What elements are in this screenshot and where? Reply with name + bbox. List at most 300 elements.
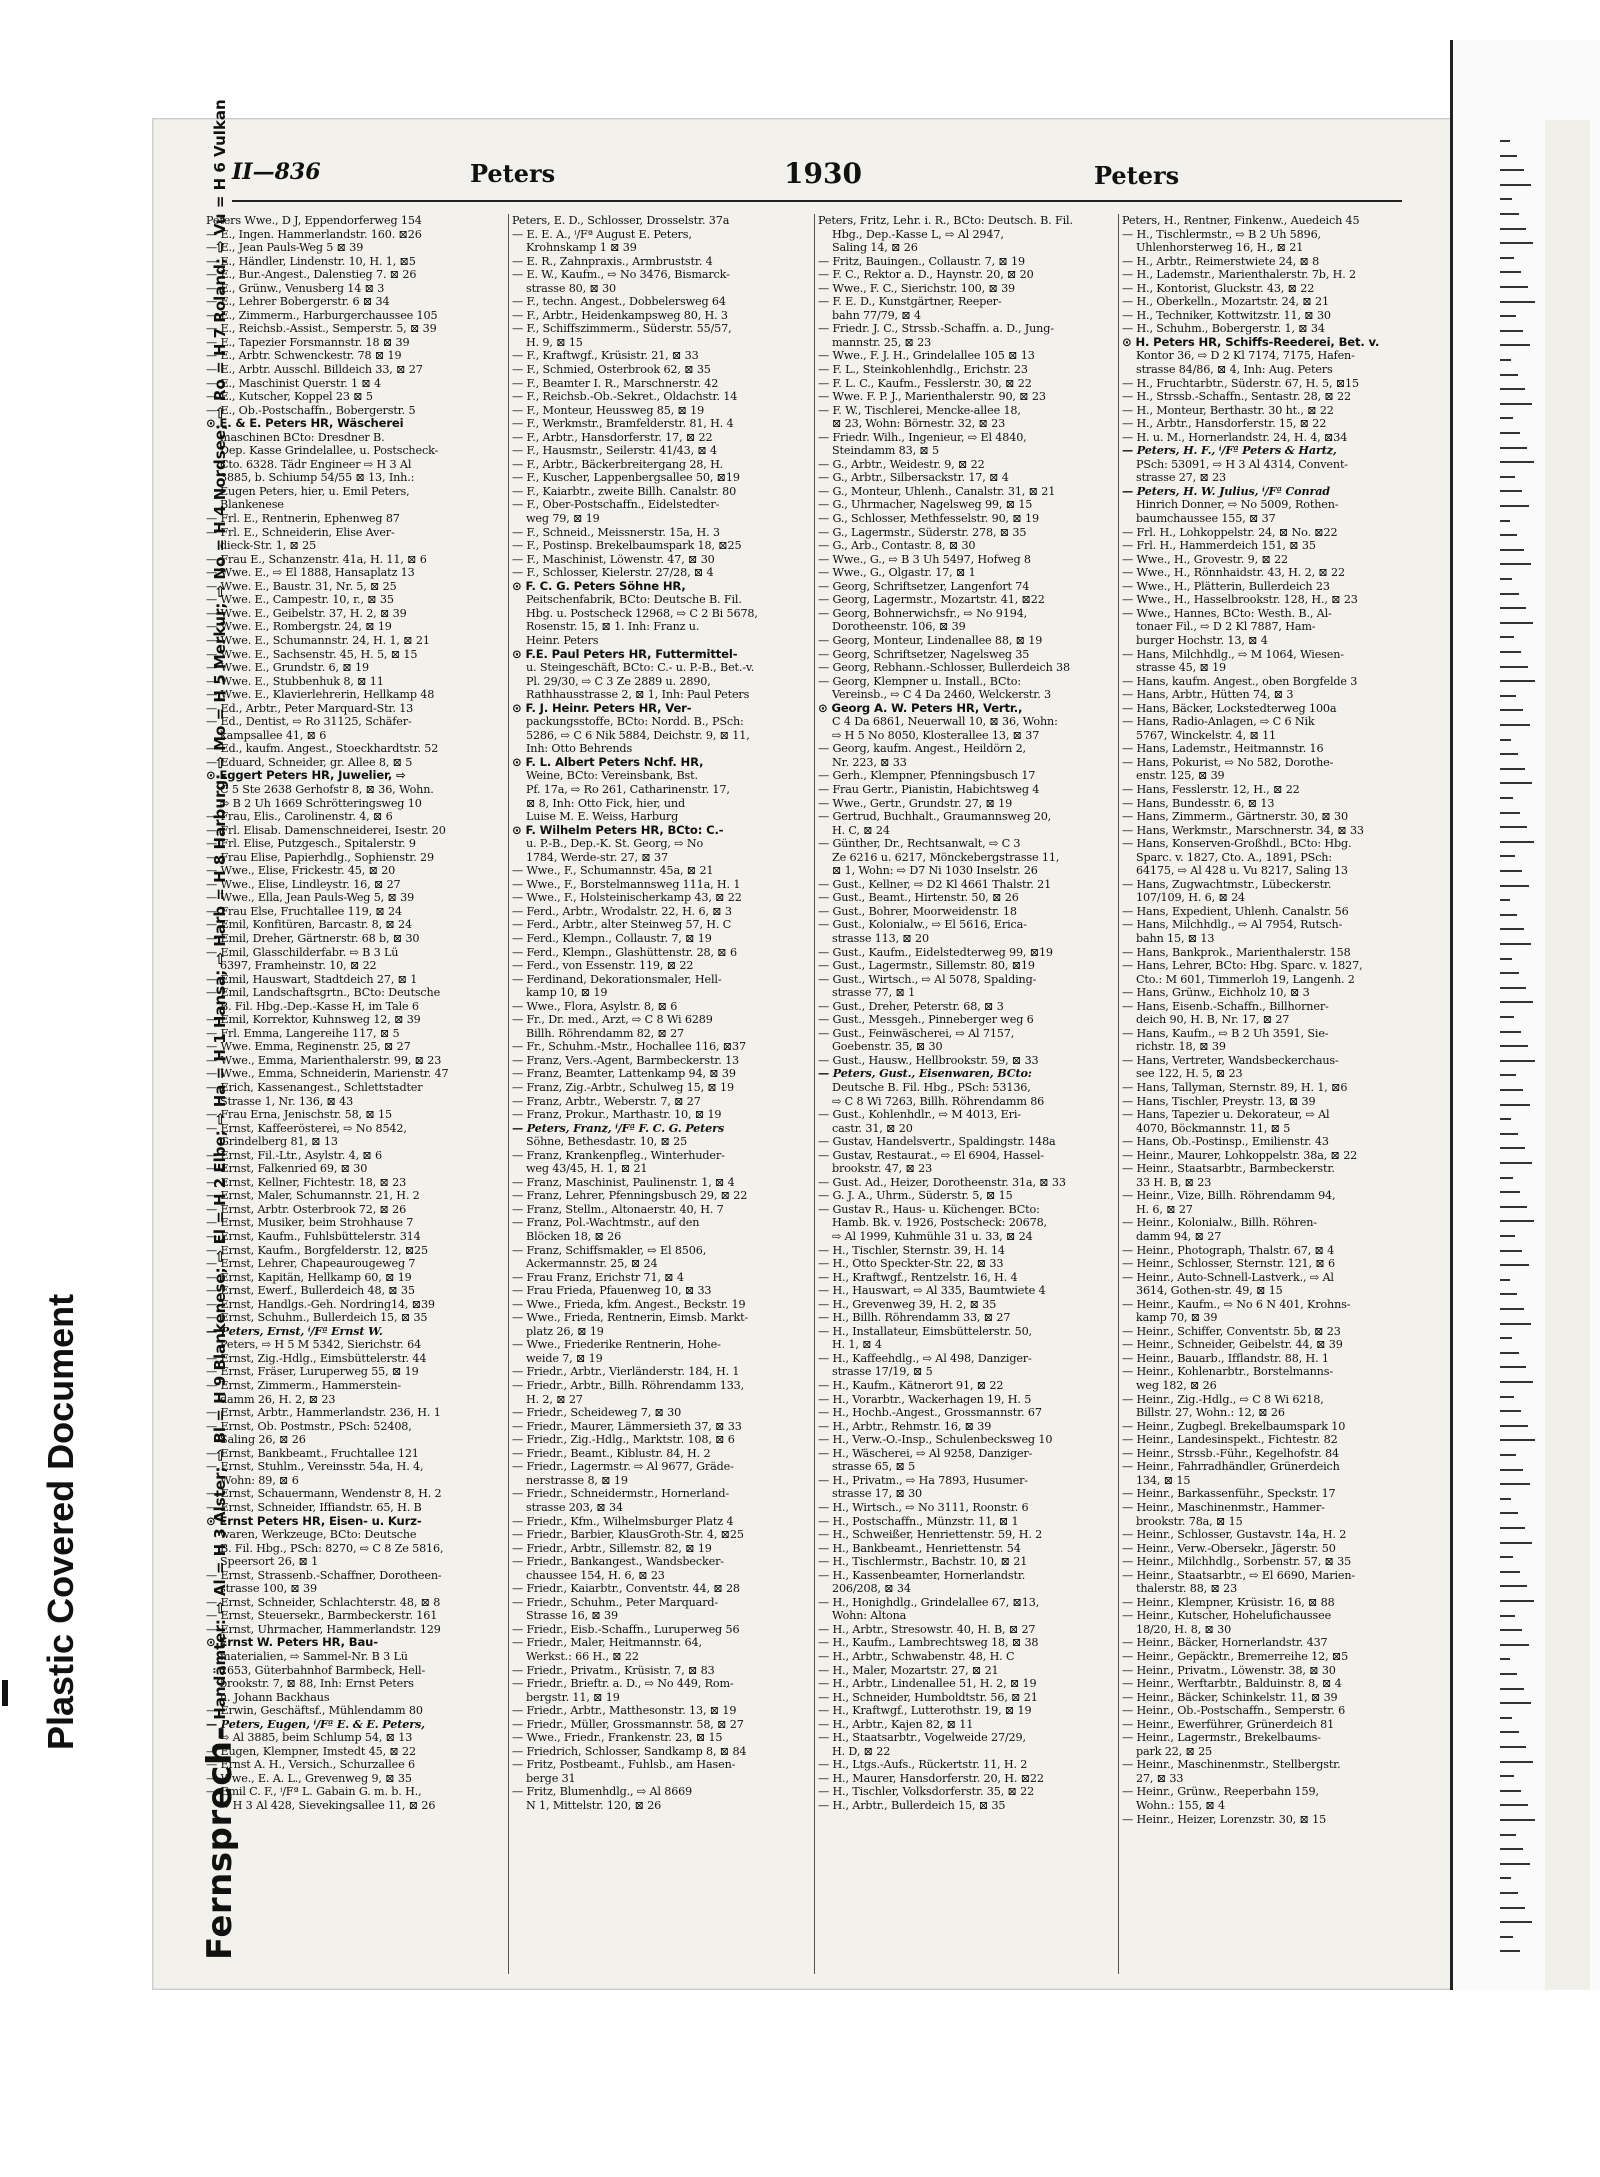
page-header — [232, 155, 1412, 195]
directory-entry-line: — H., Tischlermstr., Bachstr. 10, ⊠ 21 — [818, 1555, 1028, 1569]
directory-entry-line: — Wwe., Friedr., Frankenstr. 23, ⊠ 15 — [512, 1731, 723, 1745]
directory-entry-line: — Hans, Vertreter, Wandsbeckerchaus- — [1122, 1053, 1339, 1067]
directory-entry-line: Cto.: M 601, Timmerloh 19, Langenh. 2 — [1136, 972, 1355, 986]
directory-entry-line: — Ferd., von Essenstr. 119, ⊠ 22 — [512, 959, 694, 973]
directory-entry-line: — H., Arbtr., Kajen 82, ⊠ 11 — [818, 1717, 974, 1731]
adjacent-page-line — [1500, 1293, 1517, 1295]
directory-entry-line: H. D, ⊠ 22 — [832, 1744, 891, 1758]
directory-entry-line: Vereinsb., ⇨ C 4 Da 2460, Welckerstr. 3 — [832, 688, 1052, 702]
directory-entry-line: chaussee 154, H. 6, ⊠ 23 — [526, 1568, 665, 1582]
directory-entry-line: Hamb. Bk. v. 1926, Postscheck: 20678, — [832, 1216, 1047, 1230]
directory-entry-line: Cto. 6328. Tädr Engineer ⇨ H 3 Al — [220, 457, 412, 471]
directory-entry-line: ⇨ B 2 Uh 1669 Schrötteringsweg 10 — [220, 796, 422, 810]
adjacent-page-line — [1500, 607, 1526, 609]
directory-entry-line: — Hans, Ob.-Postinsp., Emilienstr. 43 — [1122, 1135, 1329, 1149]
directory-entry-line: — H., Arbtr., Bullerdeich 15, ⊠ 35 — [818, 1798, 1006, 1812]
adjacent-page-line — [1500, 1104, 1530, 1106]
directory-entry-line: Wohn: Altona — [832, 1609, 907, 1623]
directory-entry-line: Peters, H., Rentner, Finkenw., Auedeich 45 — [1122, 214, 1360, 227]
directory-entry-line: — H., Maurer, Hansdorferstr. 20, H. ⊠22 — [818, 1771, 1044, 1785]
strip-title: Fernsprech- — [200, 1725, 240, 1960]
directory-entry-line: — Wwe. E., Rombergstr. 24, ⊠ 19 — [206, 620, 392, 634]
directory-entry-line: H. C, ⊠ 24 — [832, 823, 890, 837]
directory-entry-line: ⊙ Eggert Peters HR, Juwelier, ⇨ — [206, 769, 406, 783]
directory-entry-line: strasse 17/19, ⊠ 5 — [832, 1365, 933, 1379]
adjacent-page-line — [1500, 1950, 1520, 1952]
column-divider — [814, 214, 815, 1974]
directory-entry-line: Saling 14, ⊠ 26 — [832, 241, 918, 255]
directory-entry-line: — G., Arb., Contastr. 8, ⊠ 30 — [818, 539, 976, 553]
directory-entry-line: — F., Schmied, Osterbrook 62, ⊠ 35 — [512, 363, 711, 377]
adjacent-page-line — [1500, 257, 1514, 259]
directory-entry-line: — E., Grünw., Venusberg 14 ⊠ 3 — [206, 281, 385, 295]
directory-entry-line: Söhne, Bethesdastr. 10, ⊠ 25 — [526, 1135, 688, 1149]
directory-entry-line: Uhlenhorsterweg 16, H., ⊠ 21 — [1136, 241, 1304, 255]
directory-entry-line: — Wwe. F. P. J., Marienthalerstr. 90, ⊠ 23 — [818, 390, 1046, 404]
directory-entry-line: — Hans, Expedient, Uhlenh. Canalstr. 56 — [1122, 904, 1349, 918]
directory-entry-line: — Friedr., Brieftr. a. D., ⇨ No 449, Rom- — [512, 1677, 734, 1691]
directory-entry-line: brookstr. 7, ⊠ 88, Inh: Ernst Peters — [220, 1677, 414, 1691]
directory-entry-line: — F., Kraftwgf., Krüsistr. 21, ⊠ 33 — [512, 349, 699, 363]
directory-entry-line: u. Johann Backhaus — [220, 1690, 330, 1704]
directory-entry-line: — F. W., Tischlerei, Mencke-allee 18, — [818, 403, 1021, 417]
directory-entry-line: — Heinr., Milchhdlg., Sorbenstr. 57, ⊠ 35 — [1122, 1555, 1352, 1569]
directory-entry-line: ⊙ F. Wilhelm Peters HR, BCto: C.- — [512, 823, 724, 837]
directory-entry-line: bahn 77/79, ⊠ 4 — [832, 308, 921, 322]
directory-entry-line: — H., Grevenweg 39, H. 2, ⊠ 35 — [818, 1297, 997, 1311]
adjacent-page-line — [1500, 1206, 1527, 1208]
adjacent-page-line — [1500, 724, 1530, 726]
directory-entry-line: B. Fil. Hbg., PSch: 8270, ⇨ C 8 Ze 5816, — [220, 1541, 444, 1555]
directory-entry-line: — Friedr. J. C., Strssb.-Schaffn. a. D., Jung- — [818, 322, 1054, 336]
adjacent-page-line — [1500, 870, 1522, 872]
plastic-covered-label: Plastic Covered Document — [40, 1293, 81, 1750]
adjacent-page-line — [1500, 1892, 1518, 1894]
adjacent-page-line — [1500, 666, 1528, 668]
adjacent-page-line — [1500, 1074, 1516, 1076]
directory-entry-line: — Heinr., Maurer, Lohkoppelstr. 38a, ⊠ 22 — [1122, 1148, 1358, 1162]
directory-entry-line: — Frau Elise, Papierhdlg., Sophienstr. 29 — [206, 850, 434, 864]
directory-entry-line: 18/20, H. 8, ⊠ 30 — [1136, 1622, 1232, 1636]
directory-entry-line: weg 43/45, H. 1, ⊠ 21 — [526, 1162, 648, 1176]
directory-entry-line: — Ernst, Stuhlm., Vereinsstr. 54a, H. 4, — [206, 1460, 424, 1474]
directory-entry-line: Strasse 1, Nr. 136, ⊠ 43 — [220, 1094, 354, 1108]
directory-entry-line: — E., Tapezier Forsmannstr. 18 ⊠ 39 — [206, 335, 410, 349]
directory-entry-line: — Wwe. E., Grundstr. 6, ⊠ 19 — [206, 661, 369, 675]
directory-entry-line: — Ernst, Lehrer, Chapeaurougeweg 7 — [206, 1257, 416, 1271]
directory-entry-line: — Hans, Milchhdlg., ⇨ M 1064, Wiesen- — [1122, 647, 1344, 661]
directory-entry-line: — Wwe., G., ⇨ B 3 Uh 5497, Hofweg 8 — [818, 552, 1031, 566]
directory-entry-line: — Wwe., Ella, Jean Pauls-Weg 5, ⊠ 39 — [206, 891, 415, 905]
directory-entry-line: — Friedr., Kfm., Wilhelmsburger Platz 4 — [512, 1514, 734, 1528]
directory-entry-line: — Friedr., Müller, Grossmannstr. 58, ⊠ 27 — [512, 1717, 744, 1731]
directory-entry-line: — Peters, Franz, ⁱ/Fª F. C. G. Peters — [512, 1121, 724, 1135]
directory-entry-line: Blöcken 18, ⊠ 26 — [526, 1230, 622, 1244]
directory-entry-line: — Franz, Krankenpfleg., Winterhuder- — [512, 1148, 725, 1162]
directory-entry-line: — H., Arbtr., Reimerstwiete 24, ⊠ 8 — [1122, 254, 1320, 268]
directory-entry-line: — Wwe. E., Geibelstr. 37, H. 2, ⊠ 39 — [206, 606, 407, 620]
directory-entry-line: — F., Ober-Postschaffn., Eidelstedter- — [512, 498, 720, 512]
directory-entry-line: — F., Arbtr., Heidenkampsweg 80, H. 3 — [512, 308, 728, 322]
directory-entry-line: — Wwe. E., Campestr. 10, r., ⊠ 35 — [206, 593, 394, 607]
adjacent-page-line — [1500, 885, 1529, 887]
adjacent-page-line — [1500, 1804, 1528, 1806]
directory-entry-line: — Georg, Monteur, Lindenallee 88, ⊠ 19 — [818, 633, 1043, 647]
adjacent-page-line — [1500, 928, 1524, 930]
adjacent-page-line — [1500, 914, 1517, 916]
adjacent-page-line — [1500, 228, 1526, 230]
directory-entry-line: — H., Billh. Röhrendamm 33, ⊠ 27 — [818, 1311, 1011, 1325]
directory-entry-line: ⊙ F.E. Paul Peters HR, Futtermittel- — [512, 647, 738, 661]
directory-entry-line: — Wwe., G., Olgastr. 17, ⊠ 1 — [818, 566, 976, 580]
directory-entry-line: strasse 113, ⊠ 20 — [832, 931, 929, 945]
directory-entry-line: — Heinr., Maschinenmstr., Stellbergstr. — [1122, 1758, 1341, 1772]
directory-entry-line: ⊠ 8, Inh: Otto Fick, hier, und — [526, 796, 685, 810]
directory-entry-line: enstr. 125, ⊠ 39 — [1136, 769, 1225, 783]
adjacent-page-line — [1500, 593, 1519, 595]
directory-entry-line: — Frl. E., Rentnerin, Ephenweg 87 — [206, 512, 400, 526]
directory-entry-line: — H., Monteur, Berthastr. 30 ht., ⊠ 22 — [1122, 403, 1334, 417]
directory-entry-line: Peters, Fritz, Lehr. i. R., BCto: Deutsch. B. Fil. — [818, 214, 1073, 227]
directory-entry-line: — Heinr., Bäcker, Hornerlandstr. 437 — [1122, 1636, 1328, 1650]
directory-entry-line: strasse 17, ⊠ 30 — [832, 1487, 923, 1501]
adjacent-page-line — [1500, 1761, 1533, 1763]
adjacent-page-line — [1500, 1264, 1529, 1266]
directory-entry-line: — E., Arbtr. Schwenckestr. 78 ⊠ 19 — [206, 349, 402, 363]
directory-entry-line: — H., Maler, Mozartstr. 27, ⊠ 21 — [818, 1663, 999, 1677]
directory-entry-line: strasse 45, ⊠ 19 — [1136, 661, 1227, 675]
directory-entry-line: platz 26, ⊠ 19 — [526, 1324, 604, 1338]
adjacent-page-line — [1500, 739, 1511, 741]
directory-entry-line: — Frl. Emma, Langereihe 117, ⊠ 5 — [206, 1026, 400, 1040]
directory-entry-line: — H., Wäscherei, ⇨ Al 9258, Danziger- — [818, 1446, 1033, 1460]
directory-entry-line: — Friedr., Barbier, KlausGroth-Str. 4, ⊠25 — [512, 1528, 744, 1542]
directory-entry-line: — Fritz, Blumenhdlg., ⇨ Al 8669 — [512, 1785, 693, 1799]
directory-entry-line: 6397, Framheinstr. 10, ⊠ 22 — [220, 959, 377, 973]
directory-entry-line: mannstr. 25, ⊠ 23 — [832, 335, 932, 349]
directory-entry-line: C 5 Ste 2638 Gerhofstr 8, ⊠ 36, Wohn. — [220, 782, 434, 796]
directory-entry-line: — Ernst, Kapitän, Hellkamp 60, ⊠ 19 — [206, 1270, 412, 1284]
directory-entry-line: — Ernst, Maler, Schumannstr. 21, H. 2 — [206, 1189, 420, 1203]
adjacent-page-line — [1500, 622, 1533, 624]
directory-entry-line: — Hans, Milchhdlg., ⇨ Al 7954, Rutsch- — [1122, 918, 1343, 932]
directory-entry-line: ⇨ H 5 No 8050, Klosterallee 13, ⊠ 37 — [832, 728, 1040, 742]
directory-entry-line: B. Fil. Hbg.-Dep.-Kasse H, im Tale 6 — [220, 999, 419, 1013]
directory-entry-line: — Friedr., Zig.-Hdlg., Marktstr. 108, ⊠ 6 — [512, 1433, 735, 1447]
directory-entry-line: — Heinr., Staatsarbtr., ⇨ El 6690, Marien- — [1122, 1568, 1356, 1582]
directory-entry-line: u. Steingeschäft, BCto: C.- u. P.-B., Bet.-v. — [526, 661, 755, 675]
adjacent-page-line — [1500, 1454, 1516, 1456]
directory-entry-line: — Ernst, Schuhm., Bullerdeich 15, ⊠ 35 — [206, 1311, 428, 1325]
directory-entry-line: — Gust., Lagermstr., Sillemstr. 80, ⊠19 — [818, 959, 1035, 973]
adjacent-page-line — [1500, 1658, 1510, 1660]
directory-entry-line: — Frl. Elisab. Damenschneiderei, Isestr. 20 — [206, 823, 446, 837]
directory-entry-line: — Friedrich, Schlosser, Sandkamp 8, ⊠ 84 — [512, 1744, 747, 1758]
adjacent-page-line — [1500, 1352, 1519, 1354]
directory-entry-line: — E. W., Kaufm., ⇨ No 3476, Bismarck- — [512, 268, 730, 282]
adjacent-page-line — [1500, 520, 1510, 522]
adjacent-page-line — [1500, 841, 1534, 843]
directory-entry-line: — F., techn. Angest., Dobbelersweg 64 — [512, 295, 726, 309]
directory-entry-line: 3614, Gothen-str. 49, ⊠ 15 — [1136, 1284, 1283, 1298]
directory-entry-line: — E., Lehrer Bobergerstr. 6 ⊠ 34 — [206, 295, 390, 309]
adjacent-page-line — [1500, 1016, 1514, 1018]
directory-entry-line: strasse 84/86, ⊠ 4, Inh: Aug. Peters — [1136, 363, 1333, 377]
adjacent-page-line — [1500, 1483, 1530, 1485]
directory-entry-line: — Emil, Dreher, Gärtnerstr. 68 b, ⊠ 30 — [206, 931, 420, 945]
directory-entry-line: see 122, H. 5, ⊠ 23 — [1136, 1067, 1243, 1081]
directory-entry-line: Strasse 16, ⊠ 39 — [526, 1609, 618, 1623]
adjacent-page-line — [1500, 271, 1521, 273]
directory-entry-line: — Hans, Pokurist, ⇨ No 582, Dorothe- — [1122, 755, 1334, 769]
directory-entry-line: — Wwe., F., Borstelmannsweg 111a, H. 1 — [512, 877, 741, 891]
directory-entry-line: — Gust., Kellner, ⇨ D2 Kl 4661 Thalstr. 21 — [818, 877, 1052, 891]
adjacent-page-line — [1500, 899, 1510, 901]
directory-entry-line: 206/208, ⊠ 34 — [832, 1582, 911, 1596]
adjacent-page-line — [1500, 1907, 1525, 1909]
directory-entry-line: damm 26, H. 2, ⊠ 23 — [220, 1392, 336, 1406]
directory-entry-line: — H., Oberkelln., Mozartstr. 24, ⊠ 21 — [1122, 295, 1329, 309]
adjacent-page-line — [1500, 1133, 1518, 1135]
directory-entry-line: Inh: Otto Behrends — [526, 742, 633, 756]
adjacent-page-line — [1500, 651, 1521, 653]
adjacent-page-line — [1500, 987, 1526, 989]
adjacent-page-line — [1500, 1220, 1534, 1222]
directory-entry-line: — G., Monteur, Uhlenh., Canalstr. 31, ⊠ 21 — [818, 484, 1056, 498]
directory-entry-line: — Franz, Schiffsmakler, ⇨ El 8506, — [512, 1243, 707, 1257]
directory-entry-line: — Friedr., Privatm., Krüsistr. 7, ⊠ 83 — [512, 1663, 715, 1677]
directory-entry-line: Rathhausstrasse 2, ⊠ 1, Inh: Paul Peters — [526, 688, 750, 702]
directory-entry-line: strasse 80, ⊠ 30 — [526, 281, 617, 295]
directory-entry-line: Ze 6216 u. 6217, Mönckebergstrasse 11, — [832, 850, 1060, 864]
directory-entry-line: — F., Arbtr., Bäckerbreitergang 28, H. — [512, 457, 724, 471]
directory-entry-line: Werkst.: 66 H., ⊠ 22 — [526, 1649, 639, 1663]
directory-entry-line: — Wwe., H., Plätterin, Bullerdeich 23 — [1122, 579, 1330, 593]
directory-entry-line: — Hans, Bäcker, Lockstedterweg 100a — [1122, 701, 1337, 715]
directory-entry-line: — Heinr., Barkassenführ., Speckstr. 17 — [1122, 1487, 1336, 1501]
directory-entry-line: Hbg., Dep.-Kasse L, ⇨ Al 2947, — [832, 227, 1004, 241]
directory-column-3 — [818, 214, 1116, 1976]
directory-entry-line: — F. E. D., Kunstgärtner, Reeper- — [818, 295, 1002, 309]
directory-entry-line: — F., Kaiarbtr., zweite Billh. Canalstr. 80 — [512, 484, 737, 498]
adjacent-page-lines — [1500, 140, 1540, 1980]
directory-entry-line: — Heinr., Bäcker, Schinkelstr. 11, ⊠ 39 — [1122, 1690, 1338, 1704]
directory-entry-line: Kontor 36, ⇨ D 2 Kl 7174, 7175, Hafen- — [1136, 349, 1355, 363]
directory-entry-line: ⊙ F. L. Albert Peters Nchf. HR, — [512, 755, 704, 769]
adjacent-page-line — [1500, 1571, 1520, 1573]
adjacent-page-line — [1500, 1600, 1534, 1602]
directory-entry-line: — E. R., Zahnpraxis., Armbruststr. 4 — [512, 254, 713, 268]
directory-entry-line: — Ed., Dentist, ⇨ Ro 31125, Schäfer- — [206, 715, 412, 729]
directory-entry-line: — Friedr., Arbtr., Matthesonstr. 13, ⊠ 19 — [512, 1704, 737, 1718]
directory-entry-line: — F. L. C., Kaufm., Fesslerstr. 30, ⊠ 22 — [818, 376, 1032, 390]
adjacent-page-line — [1500, 1527, 1525, 1529]
directory-entry-line: — H., Kaufm., Kätnerort 91, ⊠ 22 — [818, 1379, 1004, 1393]
adjacent-page-line — [1500, 461, 1534, 463]
directory-entry-line: — Hans, Arbtr., Hütten 74, ⊠ 3 — [1122, 688, 1294, 702]
directory-column-4 — [1122, 214, 1422, 1976]
directory-entry-line: berge 31 — [526, 1771, 576, 1785]
adjacent-page-line — [1500, 768, 1525, 770]
adjacent-page-line — [1500, 315, 1516, 317]
directory-entry-line: strasse 203, ⊠ 34 — [526, 1500, 623, 1514]
directory-entry-line: — Ferd., Klempn., Glashüttenstr. 28, ⊠ 6 — [512, 945, 737, 959]
directory-entry-line: — Ferdinand, Dekorationsmaler, Hell- — [512, 972, 722, 986]
directory-entry-line: — Wwe., F. J. H., Grindelallee 105 ⊠ 13 — [818, 349, 1035, 363]
directory-entry-line: Billstr. 27, Wohn.: 12, ⊠ 26 — [1136, 1406, 1285, 1420]
directory-entry-line: — Ernst, Uhrmacher, Hammerlandstr. 129 — [206, 1622, 441, 1636]
directory-entry-line: Eugen Peters, hier, u. Emil Peters, — [220, 484, 410, 498]
adjacent-page-line — [1500, 1279, 1510, 1281]
directory-entry-line: — Wwe., Elise, Lindleystr. 16, ⊠ 27 — [206, 877, 401, 891]
directory-entry-line: — Wwe. E., Klavierlehrerin, Hellkamp 48 — [206, 688, 435, 702]
directory-entry-line: — Gust., Kolonialw., ⇨ El 5616, Erica- — [818, 918, 1027, 932]
adjacent-page-line — [1500, 1775, 1514, 1777]
directory-entry-line: — G., Uhrmacher, Nagelsweg 99, ⊠ 15 — [818, 498, 1033, 512]
directory-entry-line: — Ernst, Kaufm., Fuhlsbüttelerstr. 314 — [206, 1230, 421, 1244]
directory-entry-line: — Günther, Dr., Rechtsanwalt, ⇨ C 3 — [818, 837, 1021, 851]
adjacent-page-line — [1500, 1585, 1527, 1587]
directory-entry-line: — H., Schneider, Humboldtstr. 56, ⊠ 21 — [818, 1690, 1038, 1704]
directory-entry-line: Heinr. Peters — [526, 633, 599, 647]
directory-entry-line: Ackermannstr. 25, ⊠ 24 — [526, 1257, 658, 1271]
directory-entry-line: Rosenstr. 15, ⊠ 1. Inh: Franz u. — [526, 620, 700, 634]
adjacent-page-line — [1500, 1629, 1522, 1631]
directory-entry-line: — Emil, Hauswart, Stadtdeich 27, ⊠ 1 — [206, 972, 418, 986]
directory-entry-line: — Erwin, Geschäftsf., Mühlendamm 80 — [206, 1704, 423, 1718]
directory-entry-line: — Frl. E., Schneiderin, Elise Aver- — [206, 525, 395, 539]
adjacent-page-line — [1500, 1308, 1524, 1310]
adjacent-page-line — [1500, 301, 1535, 303]
directory-entry-line: 5286, ⇨ C 6 Nik 5884, Deichstr. 9, ⊠ 11, — [526, 728, 750, 742]
directory-entry-line: — E., Kutscher, Koppel 23 ⊠ 5 — [206, 390, 373, 404]
adjacent-page-line — [1500, 1235, 1515, 1237]
directory-entry-line: — H., Kaffeehdlg., ⇨ Al 498, Danziger- — [818, 1351, 1032, 1365]
directory-entry-line: N 1, Mittelstr. 120, ⊠ 26 — [526, 1798, 662, 1812]
directory-entry-line: — Hans, Kaufm., ⇨ B 2 Uh 3591, Sie- — [1122, 1026, 1329, 1040]
directory-entry-line: bahn 15, ⊠ 13 — [1136, 931, 1215, 945]
directory-entry-line: — Ernst, Zimmerm., Hammerstein- — [206, 1379, 402, 1393]
directory-entry-line: — Friedr., Arbtr., Billh. Röhrendamm 133, — [512, 1379, 745, 1393]
directory-entry-line: — Gust., Messgeh., Pinneberger weg 6 — [818, 1013, 1034, 1027]
directory-entry-line: — Friedr., Kaiarbtr., Conventstr. 44, ⊠ 28 — [512, 1582, 740, 1596]
directory-entry-line: — H., Arbtr., Stresowstr. 40, H. B, ⊠ 27 — [818, 1622, 1036, 1636]
adjacent-page-line — [1500, 1366, 1526, 1368]
directory-entry-line: — E. E. A., ⁱ/Fª August E. Peters, — [512, 227, 692, 241]
directory-entry-line: — F., Postinsp. Brekelbaumspark 18, ⊠25 — [512, 539, 742, 553]
directory-entry-line: — H., Tischlermstr., ⇨ B 2 Uh 5896, — [1122, 227, 1321, 241]
directory-entry-line: — G., Arbtr., Silbersackstr. 17, ⊠ 4 — [818, 471, 1009, 485]
directory-entry-line: — Frl. H., Lohkoppelstr. 24, ⊠ No. ⊠22 — [1122, 525, 1338, 539]
directory-entry-line: u. P.-B., Dep.-K. St. Georg, ⇨ No — [526, 837, 704, 851]
adjacent-page-line — [1500, 1469, 1523, 1471]
adjacent-page-line — [1500, 1512, 1518, 1514]
adjacent-page-line — [1500, 359, 1511, 361]
directory-entry-line: — Ernst, Arbtr., Hammerlandstr. 236, H. 1 — [206, 1406, 441, 1420]
directory-entry-line: — Hans, kaufm. Angest., oben Borgfelde 3 — [1122, 674, 1358, 688]
directory-entry-line: — G. J. A., Uhrm., Süderstr. 5, ⊠ 15 — [818, 1189, 1013, 1203]
directory-entry-line: tonaer Fil., ⇨ D 2 Kl 7887, Ham- — [1136, 620, 1316, 634]
directory-entry-line: — Ed., kaufm. Angest., Stoeckhardtstr. 52 — [206, 742, 439, 756]
directory-entry-line: nerstrasse 8, ⊠ 19 — [526, 1473, 628, 1487]
directory-entry-line: Billh. Röhrendamm 82, ⊠ 27 — [526, 1026, 685, 1040]
directory-entry-line: kampsallee 41, ⊠ 6 — [220, 728, 327, 742]
directory-entry-line: — Ernst, Bankbeamt., Fruchtallee 121 — [206, 1446, 419, 1460]
directory-entry-line: brookstr. 78a, ⊠ 15 — [1136, 1514, 1243, 1528]
directory-entry-line: — Frau Else, Fruchtallee 119, ⊠ 24 — [206, 904, 402, 918]
adjacent-page-line — [1500, 1863, 1530, 1865]
directory-entry-line: — Heinr., Kaufm., ⇨ No 6 N 401, Krohns- — [1122, 1297, 1351, 1311]
directory-entry-line: — Hans, Zimmerm., Gärtnerstr. 30, ⊠ 30 — [1122, 810, 1348, 824]
adjacent-page-line — [1500, 184, 1531, 186]
directory-entry-line: — G., Arbtr., Weidestr. 9, ⊠ 22 — [818, 457, 985, 471]
directory-entry-line: — Wwe., H., Hasselbrookstr. 128, H., ⊠ 23 — [1122, 593, 1358, 607]
directory-entry-line: Pf. 17a, ⇨ Ro 261, Catharinenstr. 17, — [526, 782, 730, 796]
directory-entry-line: — Heinr., Photograph, Thalstr. 67, ⊠ 4 — [1122, 1243, 1335, 1257]
directory-entry-line: — Heinr., Kutscher, Hohelufichaussee — [1122, 1609, 1332, 1623]
directory-entry-line: — Friedr., Maler, Heitmannstr. 64, — [512, 1636, 702, 1650]
directory-entry-line: — H., Kraftwgf., Rentzelstr. 16, H. 4 — [818, 1270, 1018, 1284]
directory-entry-line: — Frau Gertr., Pianistin, Habichtsweg 4 — [818, 782, 1040, 796]
directory-entry-line: deich 90, H. B, Nr. 17, ⊠ 27 — [1136, 1013, 1290, 1027]
adjacent-page-line — [1500, 1147, 1525, 1149]
directory-entry-line: — Hans, Fesslerstr. 12, H., ⊠ 22 — [1122, 782, 1300, 796]
directory-entry-line: — Frau E., Schanzenstr. 41a, H. 11, ⊠ 6 — [206, 552, 427, 566]
directory-entry-line: — G., Lagermstr., Süderstr. 278, ⊠ 35 — [818, 525, 1027, 539]
directory-entry-line: — Ernst, Ob. Postmstr., PSch: 52408, — [206, 1419, 412, 1433]
directory-entry-line: — Ernst, Schneider, Schlachterstr. 48, ⊠ 8 — [206, 1595, 441, 1609]
directory-entry-line: — E., Händler, Lindenstr. 10, H. 1, ⊠5 — [206, 254, 416, 268]
directory-entry-line: — Heinr., Privatm., Löwenstr. 38, ⊠ 30 — [1122, 1663, 1336, 1677]
adjacent-page-line — [1500, 1673, 1517, 1675]
directory-entry-line: — Heinr., Kohlenarbtr., Borstelmanns- — [1122, 1365, 1333, 1379]
directory-entry-line: — Franz, Stellm., Altonaerstr. 40, H. 7 — [512, 1202, 724, 1216]
directory-entry-line: — E., Zimmerm., Harburgerchaussee 105 — [206, 308, 438, 322]
directory-entry-line: Peters, E. D., Schlosser, Drosselstr. 37a — [512, 214, 730, 227]
directory-entry-line: — Heinr., Bauarb., Ifflandstr. 88, H. 1 — [1122, 1351, 1329, 1365]
directory-entry-line: — Hans, Bankprok., Marienthalerstr. 158 — [1122, 945, 1351, 959]
adjacent-page-line — [1500, 1031, 1521, 1033]
directory-entry-line: — Wwe., E. A. L., Grevenweg 9, ⊠ 35 — [206, 1771, 412, 1785]
adjacent-page-line — [1500, 1877, 1511, 1879]
directory-entry-line: Blankenese — [220, 498, 284, 512]
directory-entry-line: thalerstr. 88, ⊠ 23 — [1136, 1582, 1238, 1596]
directory-entry-line: 3885, b. Schiump 54/55 ⊠ 13, Inh.: — [220, 471, 415, 485]
directory-entry-line: weide 7, ⊠ 19 — [526, 1351, 603, 1365]
directory-entry-line: — F., Reichsb.-Ob.-Sekret., Oldachstr. 14 — [512, 390, 738, 404]
directory-entry-line: — Hans, Zugwachtmstr., Lübeckerstr. — [1122, 877, 1332, 891]
directory-entry-line: — Ferd., Arbtr., Wrodalstr. 22, H. 6, ⊠ 3 — [512, 904, 732, 918]
directory-entry-line: H. 6, ⊠ 27 — [1136, 1202, 1193, 1216]
directory-entry-line: bergstr. 11, ⊠ 19 — [526, 1690, 620, 1704]
directory-entry-line: — Wwe., Emma, Schneiderin, Marienstr. 47 — [206, 1067, 449, 1081]
directory-entry-line: Dorotheenstr. 106, ⊠ 39 — [832, 620, 966, 634]
directory-entry-line: — Gust. Ad., Heizer, Dorotheenstr. 31a, ⊠ 33 — [818, 1175, 1066, 1189]
directory-entry-line: — H., Arbtr., Lindenallee 51, H. 2, ⊠ 19 — [818, 1677, 1037, 1691]
directory-entry-line: — Wwe. E., Sachsenstr. 45, H. 5, ⊠ 15 — [206, 647, 418, 661]
adjacent-page-line — [1500, 1323, 1531, 1325]
adjacent-page-line — [1500, 1337, 1512, 1339]
adjacent-page-line — [1500, 1921, 1532, 1923]
overlay-mark — [2, 1680, 8, 1706]
directory-entry-line: — Ernst, Fräser, Luruperweg 55, ⊠ 19 — [206, 1365, 419, 1379]
directory-entry-line: 33 H. B, ⊠ 23 — [1136, 1175, 1212, 1189]
directory-entry-line: — Heinr., Strssb.-Führ., Kegelhofstr. 84 — [1122, 1446, 1339, 1460]
adjacent-page-line — [1500, 855, 1515, 857]
adjacent-page-line — [1500, 549, 1524, 551]
adjacent-page-line — [1500, 1191, 1520, 1193]
directory-entry-line: — Ernst, Strassenb.-Schaffner, Dorotheen- — [206, 1568, 442, 1582]
